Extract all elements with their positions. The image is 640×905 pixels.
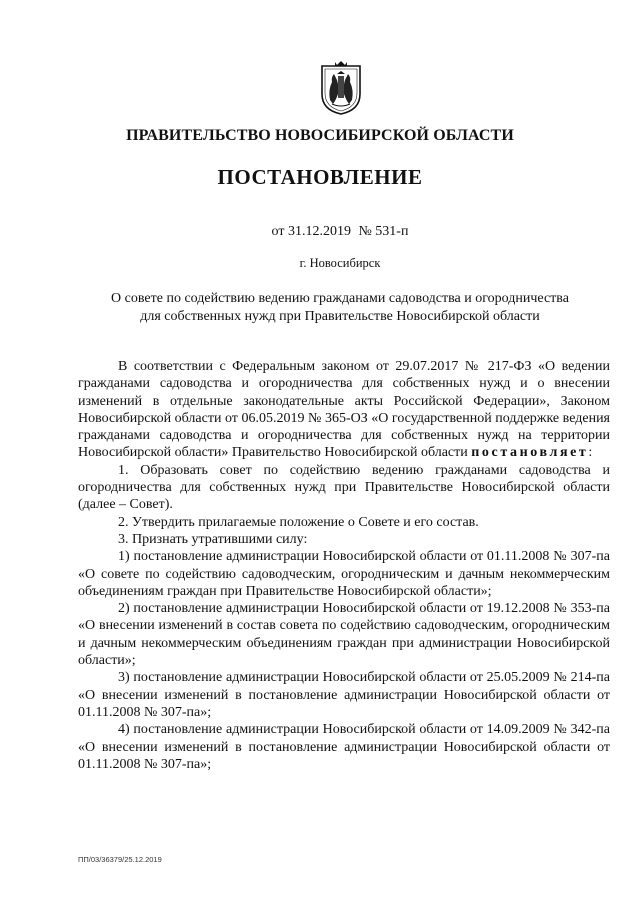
document-number: № 531-п	[358, 224, 409, 239]
document-city: г. Новосибирск	[299, 256, 381, 270]
coat-of-arms-icon	[318, 60, 364, 116]
registration-footer: ПП/03/36379/25.12.2019	[78, 855, 162, 864]
paragraph: 3) постановление администрации Новосибирской области от 25.05.2009 № 214-па «О внесении изменений в постановление администрации Новосибирской области от 01.11.2008 № 307-па»;	[78, 670, 610, 720]
paragraph: 1) постановление администрации Новосибирской области от 01.11.2008 № 307-па «О совете по содействию садоводческим, огородническим и дачным некоммерческим объединениям граждан при Правительстве Новосибирской области»;	[78, 549, 610, 599]
document-body	[78, 358, 610, 773]
paragraph: 2. Утвердить прилагаемые положение о Совете и его состав.	[118, 514, 479, 530]
document-date-number	[0, 224, 640, 240]
decree-word: постановляет	[471, 445, 589, 461]
paragraph: 1. Образовать совет по содействию ведению гражданами садоводства и огородничества для собственных нужд при Правительстве Новосибирской области (далее – Совет).	[78, 462, 610, 513]
title-line: для собственных нужд при Правительстве Новосибирской области	[140, 309, 540, 324]
preamble-paragraph	[78, 358, 610, 462]
organization-name: ПРАВИТЕЛЬСТВО НОВОСИБИРСКОЙ ОБЛАСТИ	[126, 127, 514, 144]
document-type: ПОСТАНОВЛЕНИЕ	[217, 165, 423, 189]
title-line: О совете по содействию ведению гражданами садоводства и огородничества	[111, 291, 569, 306]
paragraph: 4) постановление администрации Новосибирской области от 14.09.2009 № 342-па «О внесении изменений в постановление администрации Новосибирской области от 01.11.2008 № 307-па»;	[78, 722, 610, 772]
document-date: от 31.12.2019	[271, 224, 351, 239]
preamble-text: В соответствии с Федеральным законом от 29.07.2017 № 217-ФЗ «О ведении гражданами садоводства и огородничества для собственных нужд и о внесении изменений в отдельные законодательные акты Российской Федерации», Законом Новосибирской области от 06.05.2019 № 365-ОЗ «О государственной поддержке ведения гражданами садоводства и огородничества для собственных нужд на территории Новосибирской области» Правительство Новосибирской области	[78, 359, 610, 461]
decree-colon: :	[588, 445, 593, 461]
document-title	[70, 290, 610, 326]
paragraph: 3. Признать утратившими силу:	[118, 531, 308, 547]
paragraph: 2) постановление администрации Новосибирской области от 19.12.2008 № 353-па «О внесении изменений в состав совета по содействию садоводческим, огородническим и дачным некоммерческим объединениям граждан при администрации Новосибирской области»;	[78, 601, 610, 669]
